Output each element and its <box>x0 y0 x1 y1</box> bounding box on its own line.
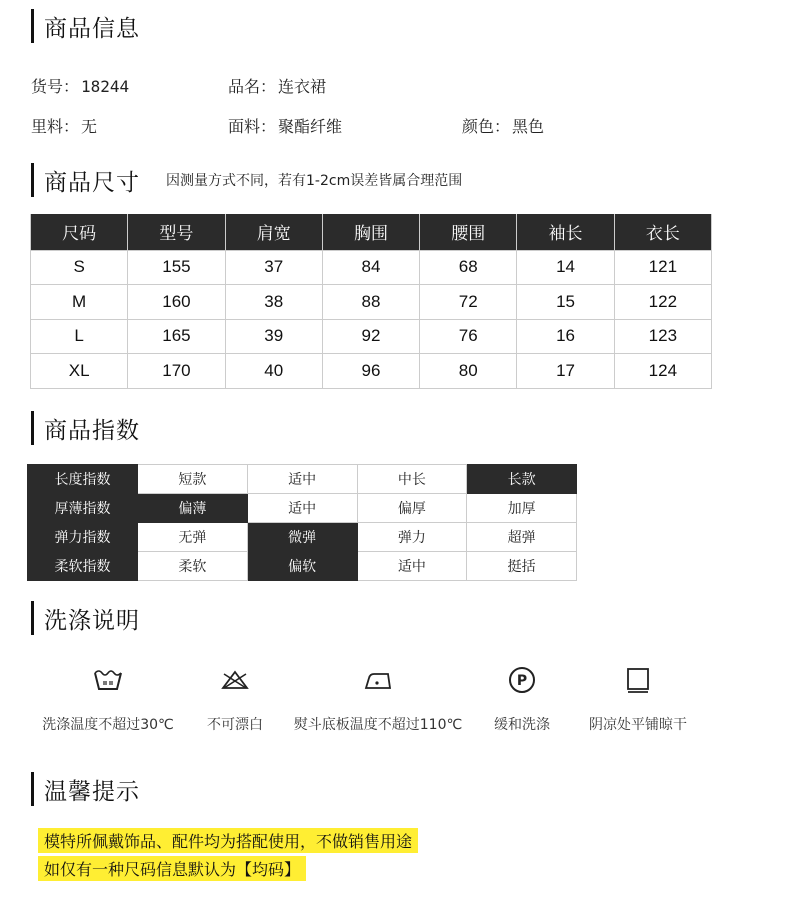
wash-item <box>28 664 188 734</box>
index-label: 厚薄指数 <box>28 494 138 523</box>
index-row <box>28 494 577 523</box>
section-title-product-index <box>31 410 140 446</box>
info-color <box>462 114 544 137</box>
section-title-text: 商品信息 <box>44 15 140 42</box>
section-title-product-size <box>31 162 462 198</box>
section-title-text: 商品指数 <box>44 417 140 444</box>
index-label: 长度指数 <box>28 465 138 494</box>
size-cell: S <box>31 250 128 285</box>
info-label: 品名： <box>228 77 277 96</box>
section-bar <box>31 772 34 806</box>
index-option: 无弹 <box>138 523 248 552</box>
info-value: 聚酯纤维 <box>278 117 343 136</box>
index-option: 挺括 <box>467 552 577 581</box>
size-header-cell: 肩宽 <box>225 214 322 250</box>
gentle-dry-clean-icon <box>482 664 562 696</box>
info-lining <box>31 114 97 137</box>
index-label: 弹力指数 <box>28 523 138 552</box>
size-cell: 88 <box>322 285 419 320</box>
info-item-no <box>31 74 129 97</box>
index-option: 偏软 <box>247 552 357 581</box>
info-fabric <box>228 114 342 137</box>
size-cell: 39 <box>225 319 322 354</box>
size-cell: 80 <box>420 354 517 389</box>
size-header-cell: 尺码 <box>31 214 128 250</box>
size-header-cell: 衣长 <box>614 214 711 250</box>
index-option: 柔软 <box>138 552 248 581</box>
info-label: 颜色： <box>462 117 511 136</box>
tip-line: 如仅有一种尺码信息默认为【均码】 <box>38 856 306 881</box>
size-cell: L <box>31 319 128 354</box>
index-option: 适中 <box>357 552 467 581</box>
info-label: 货号： <box>31 77 80 96</box>
section-bar <box>31 163 34 197</box>
size-header-cell: 型号 <box>128 214 225 250</box>
wash-item <box>284 664 472 734</box>
wash-item <box>482 664 562 734</box>
size-header-cell: 腰围 <box>420 214 517 250</box>
size-cell: 84 <box>322 250 419 285</box>
size-cell: 15 <box>517 285 614 320</box>
index-option: 超弹 <box>467 523 577 552</box>
iron-icon <box>284 664 472 696</box>
index-option: 微弹 <box>247 523 357 552</box>
section-title-product-info <box>31 8 140 44</box>
index-option: 加厚 <box>467 494 577 523</box>
size-table-row <box>31 285 712 320</box>
size-cell: M <box>31 285 128 320</box>
index-option: 适中 <box>247 465 357 494</box>
index-option: 偏薄 <box>138 494 248 523</box>
size-cell: 68 <box>420 250 517 285</box>
index-label: 柔软指数 <box>28 552 138 581</box>
section-title-text: 商品尺寸 <box>44 169 140 196</box>
size-cell: 96 <box>322 354 419 389</box>
wash-30-icon <box>28 664 188 696</box>
size-cell: 37 <box>225 250 322 285</box>
size-table <box>30 214 712 389</box>
info-value: 18244 <box>81 77 130 96</box>
size-cell: XL <box>31 354 128 389</box>
shade-dry-flat-icon <box>576 664 700 696</box>
info-name <box>228 74 326 97</box>
index-option: 短款 <box>138 465 248 494</box>
wash-label: 熨斗底板温度不超过110℃ <box>293 717 463 733</box>
wash-label: 不可漂白 <box>207 717 263 733</box>
wash-label: 洗涤温度不超过30℃ <box>42 717 174 733</box>
index-option: 弹力 <box>357 523 467 552</box>
size-cell: 92 <box>322 319 419 354</box>
size-cell: 40 <box>225 354 322 389</box>
index-row <box>28 523 577 552</box>
section-title-text: 洗涤说明 <box>44 607 140 634</box>
tip-line: 模特所佩戴饰品、配件均为搭配使用，不做销售用途 <box>38 828 418 853</box>
no-bleach-icon <box>196 664 274 696</box>
size-cell: 165 <box>128 319 225 354</box>
size-cell: 122 <box>614 285 711 320</box>
size-header-cell: 袖长 <box>517 214 614 250</box>
size-cell: 38 <box>225 285 322 320</box>
info-value: 黑色 <box>512 117 545 136</box>
wash-label: 缓和洗涤 <box>494 717 550 733</box>
index-option: 中长 <box>357 465 467 494</box>
info-value: 无 <box>81 117 98 136</box>
size-cell: 123 <box>614 319 711 354</box>
size-cell: 17 <box>517 354 614 389</box>
index-option: 长款 <box>467 465 577 494</box>
size-header-cell: 胸围 <box>322 214 419 250</box>
size-cell: 16 <box>517 319 614 354</box>
svg-text:P: P <box>516 673 528 689</box>
section-bar <box>31 9 34 43</box>
index-row <box>28 465 577 494</box>
index-option: 适中 <box>247 494 357 523</box>
size-table-row <box>31 250 712 285</box>
section-title-text: 温馨提示 <box>44 778 140 805</box>
size-table-row <box>31 354 712 389</box>
section-title-washing <box>31 600 140 636</box>
size-note: 因测量方式不同，若有1-2cm误差皆属合理范围 <box>166 173 463 189</box>
size-table-row <box>31 319 712 354</box>
section-bar <box>31 411 34 445</box>
info-value: 连衣裙 <box>278 77 327 96</box>
size-cell: 155 <box>128 250 225 285</box>
size-cell: 72 <box>420 285 517 320</box>
size-cell: 170 <box>128 354 225 389</box>
index-row <box>28 552 577 581</box>
size-cell: 124 <box>614 354 711 389</box>
section-title-tips <box>31 771 140 807</box>
index-option: 偏厚 <box>357 494 467 523</box>
index-table <box>27 464 577 581</box>
size-cell: 121 <box>614 250 711 285</box>
wash-item <box>576 664 700 734</box>
size-table-header-row <box>31 214 712 250</box>
info-label: 面料： <box>228 117 277 136</box>
size-cell: 76 <box>420 319 517 354</box>
section-bar <box>31 601 34 635</box>
wash-item <box>196 664 274 734</box>
info-label: 里料： <box>31 117 80 136</box>
size-cell: 160 <box>128 285 225 320</box>
size-cell: 14 <box>517 250 614 285</box>
wash-label: 阴凉处平铺晾干 <box>589 717 687 733</box>
